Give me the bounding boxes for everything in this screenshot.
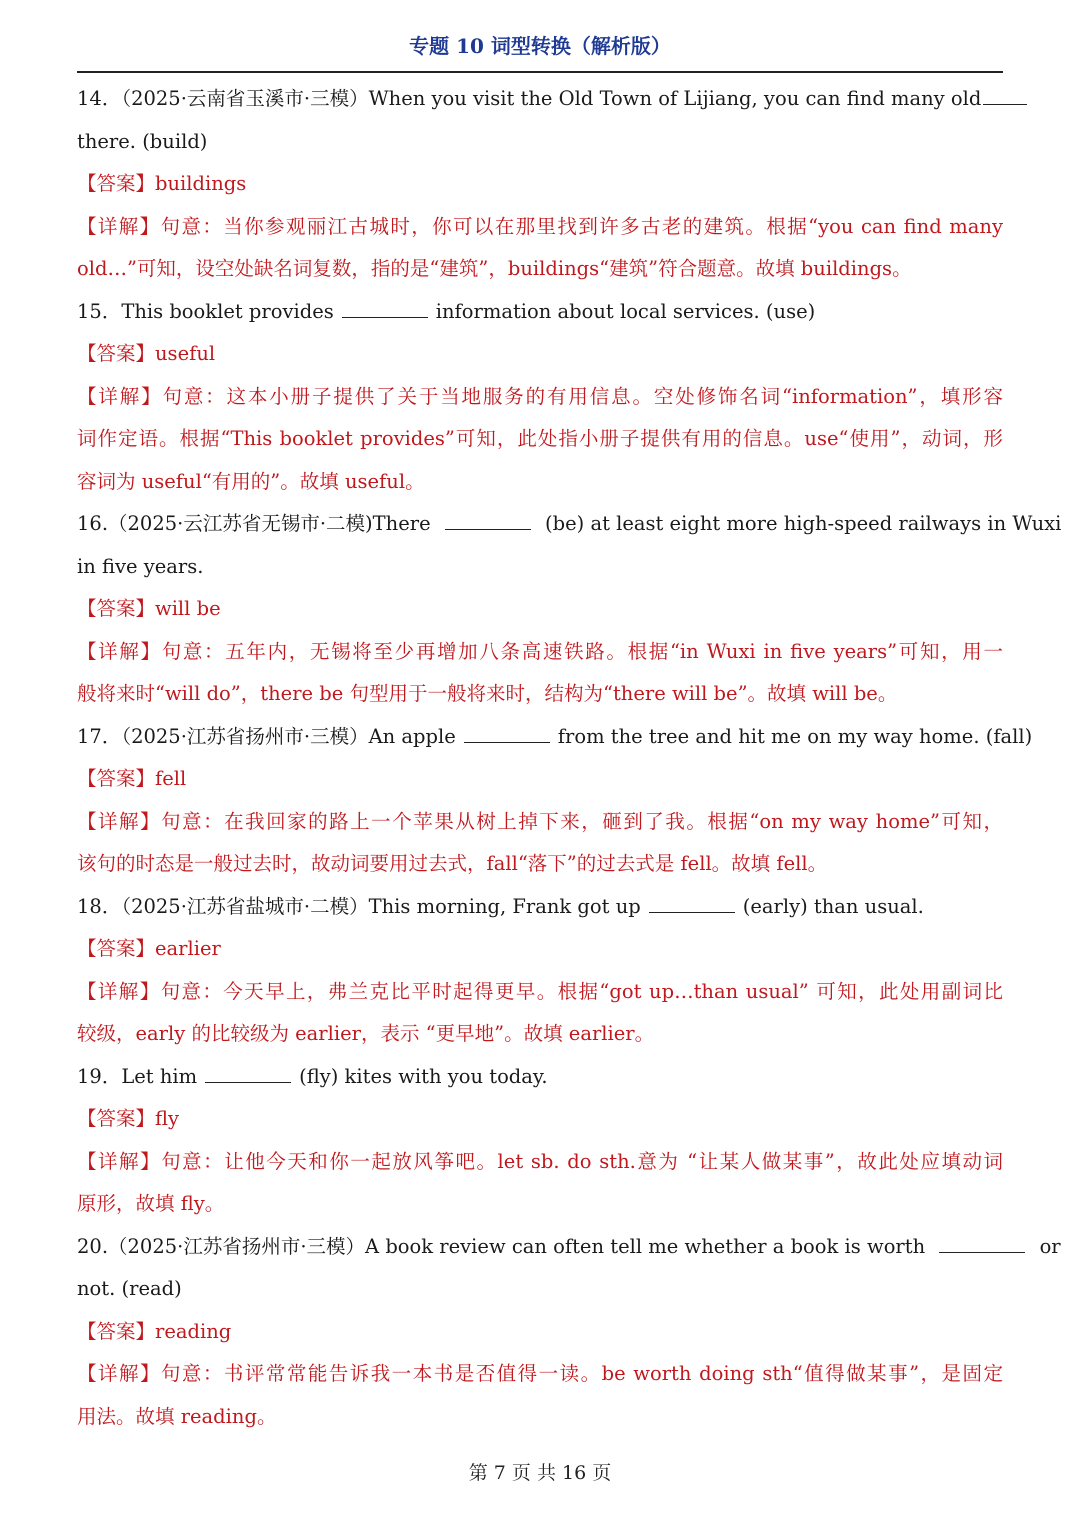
question-17 xyxy=(77,716,1033,886)
explanation-line: 较级，early 的比较级为 earlier，表示 “更早地”。故填 earlier。 xyxy=(77,1022,655,1045)
answer-blank xyxy=(464,724,550,743)
explanation-line: 用法。故填 reading。 xyxy=(77,1404,277,1428)
question-text: 14．（2025·云南省玉溪市·三模）When you visit the Old Town of Lijiang, you can find many old xyxy=(77,78,1003,121)
answer-line: 【答案】reading xyxy=(77,1319,232,1343)
question-text-cont: there. (build) xyxy=(77,129,208,153)
page-number: 第 7 页 共 16 页 xyxy=(468,1462,612,1484)
question-16 xyxy=(77,503,1062,716)
explanation-line: 【详解】句意：今天早上，弗兰克比平时起得更早。根据“got up…than usual” 可知，此处用副词比 xyxy=(77,979,1003,1003)
question-18 xyxy=(77,886,1003,1056)
question-14 xyxy=(77,78,1003,291)
explanation-line: 容词为 useful“有用的”。故填 useful。 xyxy=(77,469,425,493)
document-body xyxy=(77,78,1062,1438)
answer-blank xyxy=(649,894,735,913)
answer-blank xyxy=(342,299,428,318)
answer-line: 【答案】fell xyxy=(77,767,187,790)
explanation-line: 词作定语。根据“This booklet provides”可知，此处指小册子提供有用的信息。use“使用”，动词，形 xyxy=(77,427,1003,450)
answer-blank xyxy=(983,86,1027,105)
explanation-line: 【详解】句意：在我回家的路上一个苹果从树上掉下来，砸到了我。根据“on my way home”可知， xyxy=(77,809,1003,833)
explanation-line: 【详解】句意：书评常常能告诉我一本书是否值得一读。be worth doing sth“值得做某事”，是固定 xyxy=(77,1362,1003,1385)
explanation-line: 般将来时“will do”，there be 句型用于一般将来时，结构为“there will be”。故填 will be。 xyxy=(77,682,898,705)
question-text-cont: not. (read) xyxy=(77,1277,182,1300)
explanation-line: 【详解】句意：这本小册子提供了关于当地服务的有用信息。空处修饰名词“information”，填形容 xyxy=(77,384,1003,408)
answer-line: 【答案】fly xyxy=(77,1107,180,1130)
explanation-line: 【详解】句意：让他今天和你一起放风筝吧。let sb. do sth.意为 “让某人做某事”，故此处应填动词 xyxy=(77,1149,1003,1173)
question-15 xyxy=(77,291,1003,504)
explanation-line: old…”可知，设空处缺名词复数，指的是“建筑”，buildings“建筑”符合题意。故填 buildings。 xyxy=(77,257,912,280)
question-text: 16.（2025·云江苏省无锡市·二模)There (be) at least eight more high-speed railways in Wuxi xyxy=(77,512,1062,535)
explanation-line: 【详解】句意：五年内，无锡将至少再增加八条高速铁路。根据“in Wuxi in five years”可知，用一 xyxy=(77,639,1003,663)
question-20 xyxy=(77,1226,1061,1439)
question-text: 18．（2025·江苏省盐城市·二模）This morning, Frank got up (early) than usual. xyxy=(77,894,924,918)
page-header-title: 专题 10 词型转换（解析版） xyxy=(409,34,671,58)
explanation-line: 该句的时态是一般过去时，故动词要用过去式，fall“落下”的过去式是 fell。故填 fell。 xyxy=(77,852,828,875)
question-text: 19．Let him (fly) kites with you today. xyxy=(77,1064,548,1088)
header-divider xyxy=(77,71,1003,73)
question-text: 17．（2025·江苏省扬州市·三模）An apple from the tree and hit me on my way home. (fall) xyxy=(77,724,1033,748)
question-19 xyxy=(77,1056,1003,1226)
answer-line: 【答案】earlier xyxy=(77,937,221,960)
answer-blank xyxy=(939,1234,1025,1253)
question-text-cont: in five years. xyxy=(77,554,204,578)
answer-blank xyxy=(205,1064,291,1083)
answer-line: 【答案】will be xyxy=(77,597,221,620)
answer-line: 【答案】buildings xyxy=(77,172,247,195)
explanation-line: 原形，故填 fly。 xyxy=(77,1192,225,1215)
answer-line: 【答案】useful xyxy=(77,342,216,365)
question-text: 20.（2025·江苏省扬州市·三模）A book review can often tell me whether a book is worth or xyxy=(77,1234,1061,1258)
explanation-line: 【详解】句意：当你参观丽江古城时，你可以在那里找到许多古老的建筑。根据“you can find many xyxy=(77,214,1003,238)
question-text: 15．This booklet provides information about local services. (use) xyxy=(77,299,816,323)
answer-blank xyxy=(445,511,531,530)
